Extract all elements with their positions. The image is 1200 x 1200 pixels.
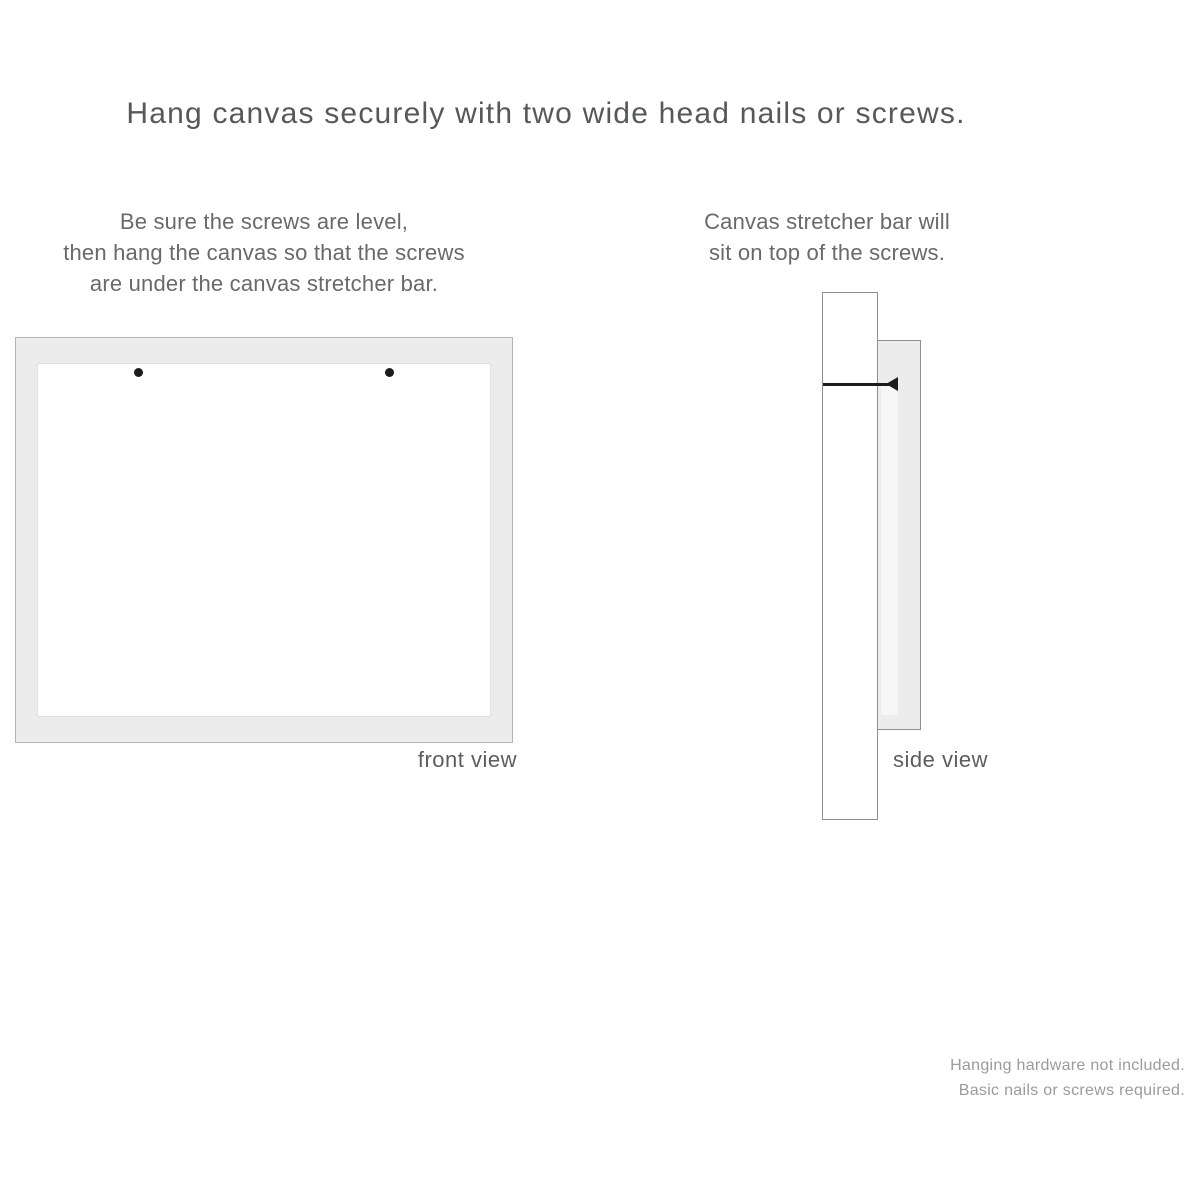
front-view-instructions [0, 206, 528, 299]
screw-left-icon [134, 368, 143, 377]
nail-icon [823, 383, 889, 386]
stretcher-bar-inner-face [881, 385, 898, 715]
footnote-line: Basic nails or screws required. [958, 1082, 1185, 1099]
nail-head-icon [886, 377, 898, 391]
side-view-label: side view [893, 747, 988, 772]
hardware-footnote [705, 1053, 1185, 1103]
screw-right-icon [385, 368, 394, 377]
footnote-line: Hanging hardware not included. [950, 1057, 1185, 1074]
side-view-wall [822, 292, 878, 820]
instruction-line: then hang the canvas so that the screws [63, 240, 465, 265]
instruction-line: Canvas stretcher bar will [704, 209, 950, 234]
front-view-label: front view [417, 747, 517, 772]
instruction-line: sit on top of the screws. [708, 240, 946, 265]
canvas-front-inner-area [37, 363, 491, 717]
instruction-line: Be sure the screws are level, [119, 209, 409, 234]
page-title: Hang canvas securely with two wide head nails or screws. [126, 97, 966, 130]
side-view-stretcher-bar [877, 340, 921, 730]
instruction-line: are under the canvas stretcher bar. [89, 271, 439, 296]
side-view-instructions [662, 206, 992, 268]
front-view-canvas-frame [15, 337, 513, 743]
